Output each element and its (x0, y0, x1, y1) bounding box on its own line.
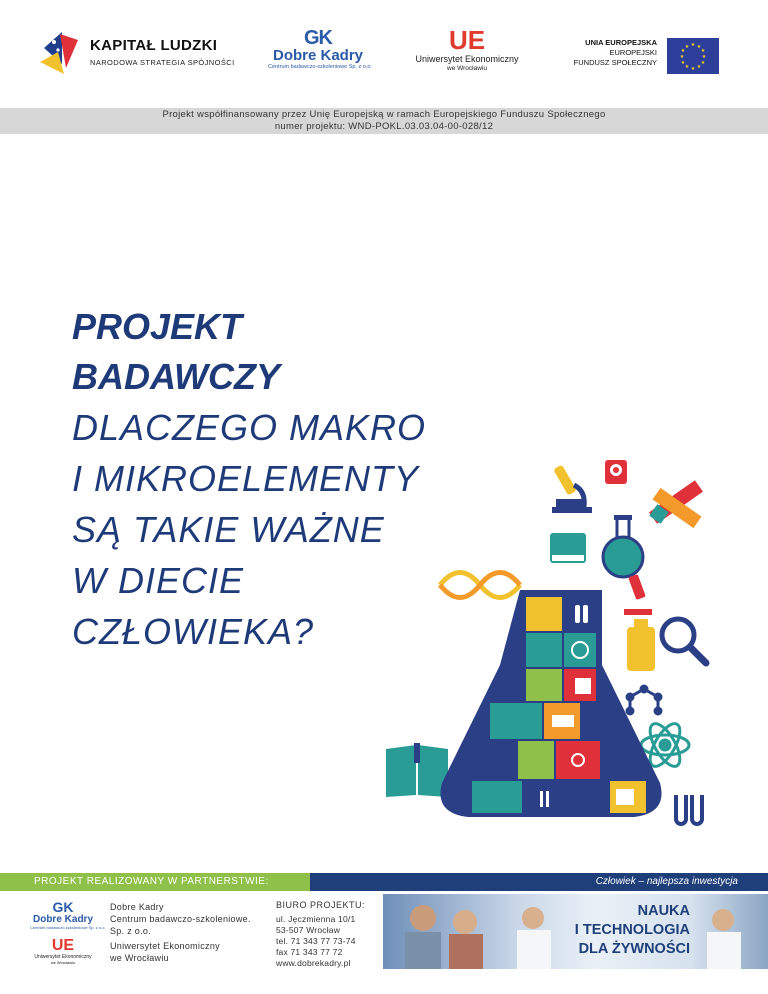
scale-icon (605, 460, 627, 484)
partnership-bar: PROJEKT REALIZOWANY W PARTNERSTWIE: (0, 873, 310, 891)
footer-ue-title: Uniwersytet Ekonomiczny (34, 954, 92, 960)
office-address1: ul. Jęczmienna 10/1 (276, 914, 356, 924)
partner-ue (110, 940, 220, 964)
dna-icon (440, 573, 520, 598)
dobre-kadry-title: Dobre Kadry (272, 47, 364, 64)
office-address2: 53-507 Wrocław (276, 925, 341, 935)
book-icon (550, 533, 586, 563)
svg-text:★: ★ (696, 64, 702, 70)
eu-logo (572, 38, 722, 78)
office-fax: fax 71 343 77 72 (276, 947, 343, 957)
title-line5: CZŁOWIEKA? (72, 611, 315, 652)
ue-mark: UE (448, 25, 486, 55)
partner1-line2: Centrum badawczo-szkoleniowe. (110, 914, 251, 924)
office-contact (276, 914, 356, 969)
ue-subtitle: we Wrocławiu (447, 65, 487, 72)
title-bold-line1: PROJEKT (72, 306, 243, 347)
science-flask-illustration (380, 445, 750, 835)
kapital-ludzki-title: KAPITAŁ LUDZKI (90, 37, 218, 54)
partner-dobre-kadry (110, 901, 251, 937)
puzzle-flask-icon (440, 590, 661, 817)
partner2-line2: we Wrocławiu (110, 953, 169, 963)
partner1-line3: Sp. z o.o. (110, 926, 152, 936)
kapital-ludzki-subtitle: NARODOWA STRATEGIA SPÓJNOŚCI (90, 58, 235, 67)
title-line3: SĄ TAKIE WAŻNE (72, 509, 385, 550)
svg-text:★: ★ (690, 42, 696, 48)
footer-bar (0, 873, 768, 891)
footer-dk-mark: GK (52, 899, 74, 915)
title-line2: I MIKROELEMENTY (72, 458, 420, 499)
ruler-icon (649, 480, 703, 528)
svg-text:★: ★ (680, 48, 686, 54)
footer-dk-title: Dobre Kadry (32, 914, 93, 925)
magnifier-icon (662, 619, 706, 663)
footer-dk-subtitle: Centrum badawczo-szkoleniowe Sp. z o.o. (30, 925, 106, 930)
partner1-line1: Dobre Kadry (110, 902, 164, 912)
partner2-line1: Uniwersytet Ekonomiczny (110, 941, 220, 951)
eu-line1: UNIA EUROPEJSKA (585, 38, 657, 47)
office-title: BIURO PROJEKTU: (276, 900, 366, 910)
bottle-icon (627, 619, 655, 671)
nauka-line1: NAUKA (637, 903, 690, 919)
eu-line2: EUROPEJSKI (609, 48, 657, 57)
svg-text:★: ★ (680, 60, 686, 66)
eu-flag-icon (667, 38, 719, 74)
dobre-kadry-mark: GK (304, 27, 332, 49)
eu-line3: FUNDUSZ SPOŁECZNY (573, 58, 657, 67)
kapital-ludzki-mark-icon (40, 28, 82, 74)
cofinancing-banner (0, 108, 768, 134)
footer-ue-subtitle: we Wrocławiu (50, 960, 76, 965)
footer-ue-logo (30, 937, 96, 965)
dobre-kadry-subtitle: Centrum badawczo-szkoleniowe Sp. z o.o. (268, 64, 372, 70)
nauka-line2: I TECHNOLOGIA (574, 922, 690, 938)
svg-text:★: ★ (690, 66, 696, 72)
microscope-icon (552, 465, 592, 513)
round-flask-icon (603, 515, 643, 577)
svg-text:★: ★ (700, 48, 706, 54)
header-logos (0, 0, 768, 108)
eu-text (572, 38, 657, 68)
test-tubes-icon (676, 795, 702, 824)
slogan-bar: Człowiek – najlepsza inwestycja (310, 873, 768, 891)
open-book-icon (386, 743, 448, 797)
dobre-kadry-logo (268, 27, 372, 78)
svg-text:★: ★ (684, 44, 690, 50)
svg-text:★: ★ (700, 60, 706, 66)
nauka-logo-text (572, 902, 690, 959)
nauka-line3: DLA ŻYWNOŚCI (578, 941, 690, 957)
ue-logo (412, 26, 522, 82)
red-microscope-icon (624, 574, 652, 615)
cofinancing-line1: Projekt współfinansowany przez Unię Europejską w ramach Europejskiego Funduszu Społecznego (162, 109, 606, 120)
footer-ue-mark: UE (51, 937, 75, 954)
svg-text:★: ★ (696, 44, 702, 50)
title-bold-line2: BADAWCZY (72, 356, 280, 397)
svg-text:★: ★ (684, 64, 690, 70)
office-tel: tel. 71 343 77 73-74 (276, 936, 356, 946)
cofinancing-line2: numer projektu: WND-POKL.03.03.04-00-028/12 (274, 121, 494, 132)
kapital-ludzki-logo (40, 28, 235, 80)
molecule-icon (627, 686, 661, 714)
title-line4: W DIECIE (72, 560, 245, 601)
ue-title: Uniwersytet Ekonomiczny (415, 54, 519, 64)
office-website: www.dobrekadry.pl (276, 958, 351, 968)
title-line1: DLACZEGO MAKRO (72, 407, 427, 448)
footer-dobre-kadry-logo (30, 899, 106, 930)
svg-text:★: ★ (679, 54, 685, 60)
svg-text:★: ★ (701, 54, 707, 60)
